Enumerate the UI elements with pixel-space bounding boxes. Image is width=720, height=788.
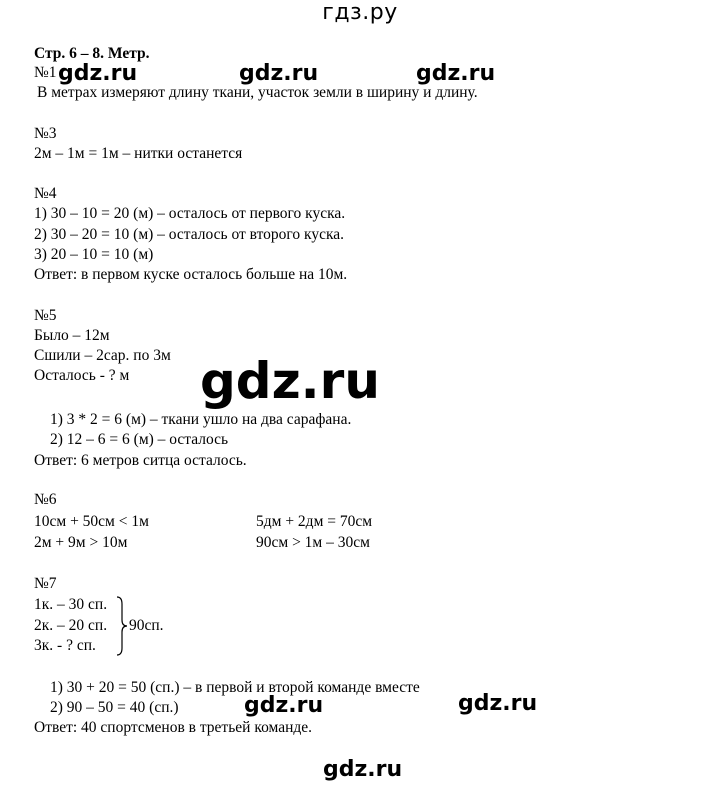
- task6-right: 5дм + 2дм = 70см: [256, 513, 373, 530]
- task7-line: 3к. - ? сп.: [34, 637, 96, 654]
- task7-line: 1к. – 30 сп.: [34, 596, 108, 613]
- task6-number: №6: [34, 491, 57, 508]
- watermark: gdz.ru: [239, 61, 319, 86]
- watermark: gdz.ru: [58, 61, 138, 86]
- task4-line: 3) 20 – 10 = 10 (м): [34, 246, 154, 263]
- task5-number: №5: [34, 307, 57, 324]
- task7-number: №7: [34, 575, 57, 592]
- task7-line: 2к. – 20 сп.: [34, 617, 108, 634]
- task7-answer: Ответ: 40 спортсменов в третьей команде.: [34, 719, 313, 736]
- task6-right: 90см > 1м – 30см: [256, 534, 370, 551]
- task1-line: В метрах измеряют длину ткани, участок земли в ширину и длину.: [37, 84, 478, 101]
- task4-number: №4: [34, 185, 57, 202]
- watermark: gdz.ru: [200, 352, 380, 410]
- task5-line: Сшили – 2сар. по 3м: [34, 347, 171, 364]
- task3-number: №3: [34, 125, 57, 142]
- watermark: gdz.ru: [323, 757, 403, 782]
- task5-line: 2) 12 – 6 = 6 (м) – осталось: [50, 431, 229, 448]
- page-title: Стр. 6 – 8. Метр.: [34, 45, 150, 62]
- task4-answer: Ответ: в первом куске осталось больше на 10м.: [34, 266, 348, 283]
- task4-line: 1) 30 – 10 = 20 (м) – осталось от первого куска.: [34, 205, 346, 222]
- watermark: gdz.ru: [458, 691, 538, 716]
- task6-left: 2м + 9м > 10м: [34, 534, 128, 551]
- task5-line: Было – 12м: [34, 327, 110, 344]
- task3-line: 2м – 1м = 1м – нитки останется: [34, 145, 243, 162]
- task5-line: 1) 3 * 2 = 6 (м) – ткани ушло на два сарафана.: [50, 411, 352, 428]
- task1-number: №1: [34, 64, 57, 81]
- task7-line: 1) 30 + 20 = 50 (сп.) – в первой и второй команде вместе: [50, 679, 420, 696]
- curly-brace-icon: [116, 596, 128, 656]
- site-title: гдз.ру: [322, 0, 398, 25]
- task5-line: Осталось - ? м: [34, 367, 130, 384]
- task4-line: 2) 30 – 20 = 10 (м) – осталось от второго куска.: [34, 226, 345, 243]
- task7-total: 90сп.: [129, 617, 164, 634]
- watermark: gdz.ru: [244, 693, 324, 718]
- task7-line: 2) 90 – 50 = 40 (сп.): [50, 699, 179, 716]
- watermark: gdz.ru: [416, 61, 496, 86]
- task6-left: 10см + 50см < 1м: [34, 513, 149, 530]
- task5-answer: Ответ: 6 метров ситца осталось.: [34, 452, 247, 469]
